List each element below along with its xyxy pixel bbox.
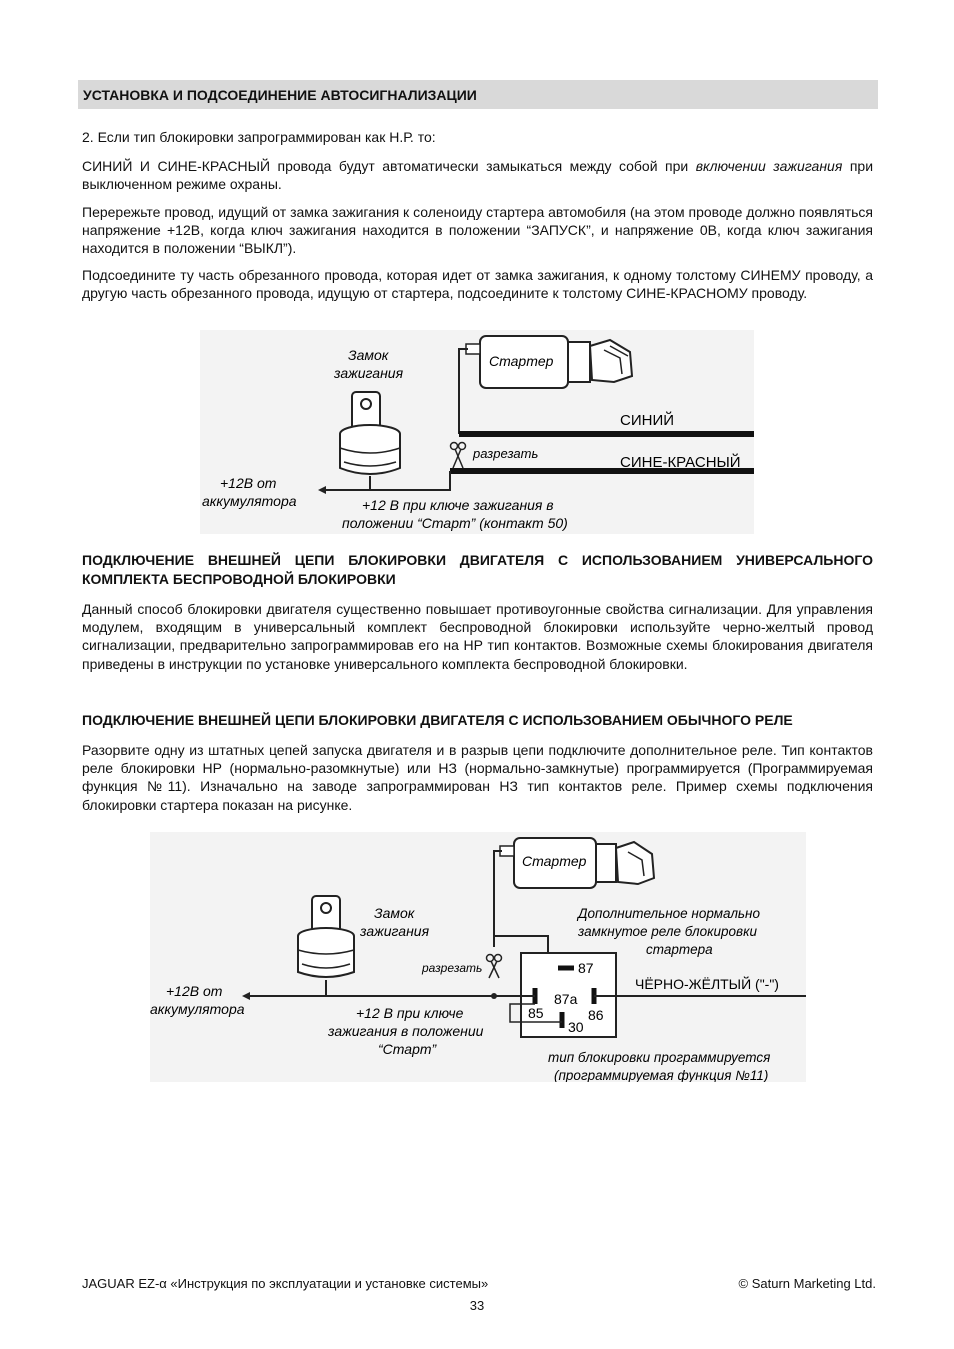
starter-label: Стартер	[489, 353, 554, 369]
battery-label-1: +12В от	[220, 475, 277, 491]
paragraph-3: Перережьте провод, идущий от замка зажигания к соленоиду стартера автомобиля (на этом проводе должно появляться напряжение +12В, когда ключ зажигания находится в положении “ЗАПУСК”, и напряжение 0В, когда ключ зажигания находится в положении “ВЫКЛ”).	[82, 204, 873, 257]
relay-label-2: замкнутое реле блокировки	[578, 924, 757, 939]
battery-label-2: аккумулятора	[202, 493, 297, 509]
relay-pin-30: 30	[568, 1019, 584, 1035]
battery-label-2: аккумулятора	[150, 1001, 245, 1017]
paragraph-4: Подсоедините ту часть обрезанного провода, которая идет от замка зажигания, к одному толстому СИНЕМУ проводу, а другую часть обрезанного провода, идущую от стартера, подсоедините к толстому СИНЕ-КРАСНОМУ проводу.	[82, 267, 873, 302]
prog-label-2: (программируемая функция №11)	[554, 1068, 769, 1082]
relay-pin-85: 85	[528, 1005, 544, 1021]
section-header	[78, 80, 878, 109]
wire-blue-red-label: СИНЕ-КРАСНЫЙ	[620, 454, 741, 471]
paragraph-2-text-a: СИНИЙ И СИНЕ-КРАСНЫЙ провода будут автоматически замыкаться между собой при	[82, 158, 696, 174]
paragraph-1: 2. Если тип блокировки запрограммирован как Н.Р. то:	[82, 129, 436, 145]
paragraph-2-italic: включении зажигания	[695, 158, 843, 174]
starter-label: Стартер	[522, 853, 587, 869]
relay-label-3: стартера	[646, 942, 713, 957]
footer-title: JAGUAR EZ-α «Инструкция по эксплуатации и установке системы»	[82, 1276, 489, 1291]
wiring-diagram-2	[150, 832, 806, 1082]
section-title: УСТАНОВКА И ПОДСОЕДИНЕНИЕ АВТОСИГНАЛИЗАЦИИ	[83, 87, 477, 103]
lock-label-2: зажигания	[334, 365, 404, 381]
prog-label-1: тип блокировки программируется	[548, 1050, 771, 1065]
cut-label: разрезать	[473, 446, 539, 461]
ignition-label-1: +12 В при ключе	[356, 1005, 464, 1021]
ignition-label-2: положении “Старт” (контакт 50)	[342, 515, 568, 531]
lock-label-1: Замок	[348, 347, 389, 363]
ignition-label-2: зажигания в положении	[328, 1023, 484, 1039]
heading-relay-block: ПОДКЛЮЧЕНИЕ ВНЕШНЕЙ ЦЕПИ БЛОКИРОВКИ ДВИГАТЕЛЯ С ИСПОЛЬЗОВАНИЕМ ОБЫЧНОГО РЕЛЕ	[82, 712, 793, 728]
relay-pin-87: 87	[578, 960, 594, 976]
page-number: 33	[469, 1298, 485, 1313]
cut-label: разрезать	[422, 961, 483, 975]
paragraph-2-text-b: при выключенном режиме охраны.	[82, 158, 874, 193]
relay-pin-86: 86	[588, 1007, 604, 1023]
ignition-label-1: +12 В при ключе зажигания в	[362, 497, 554, 513]
lock-label-2: зажигания	[360, 923, 430, 939]
paragraph-6: Разорвите одну из штатных цепей запуска двигателя и в разрыв цепи подключите дополнительное реле. Тип контактов реле блокировки НР (нормально-разомкнутые) или НЗ (нормально-замкнутые) программируется (Программируемая функция №11). Изначально на заводе запрограммирован НЗ тип контактов реле. Пример схемы подключения блокировки стартера показан на рисунке.	[82, 742, 873, 813]
paragraph-5: Данный способ блокировки двигателя существенно повышает противоугонные свойства сигнализации. Для управления модулем, входящим в универсальный комплект беспроводной блокировки используйте черно-желтый провод сигнализации, предварительно запрограммировав его на НР тип контактов. Возможные схемы блокирования двигателя приведены в инструкции по установке универсального комплекта беспроводной блокировки.	[82, 601, 873, 672]
ignition-label-3: “Старт”	[378, 1041, 437, 1057]
relay-label-1: Дополнительное нормально	[578, 906, 760, 921]
lock-label-1: Замок	[374, 905, 415, 921]
wiring-diagram-1	[200, 330, 754, 534]
battery-label-1: +12В от	[166, 983, 223, 999]
footer-copyright: © Saturn Marketing Ltd.	[738, 1276, 876, 1291]
paragraph-2	[82, 157, 873, 193]
wire-black-yellow-label: ЧЁРНО-ЖЁЛТЫЙ ("-")	[635, 976, 779, 992]
relay-pin-87a: 87а	[554, 991, 578, 1007]
wire-blue-label: СИНИЙ	[620, 412, 675, 429]
heading-wireless-block: ПОДКЛЮЧЕНИЕ ВНЕШНЕЙ ЦЕПИ БЛОКИРОВКИ ДВИГАТЕЛЯ С ИСПОЛЬЗОВАНИЕМ УНИВЕРСАЛЬНОГО КОМПЛЕКТА БЕСПРОВОДНОЙ БЛОКИРОВКИ	[82, 552, 873, 587]
